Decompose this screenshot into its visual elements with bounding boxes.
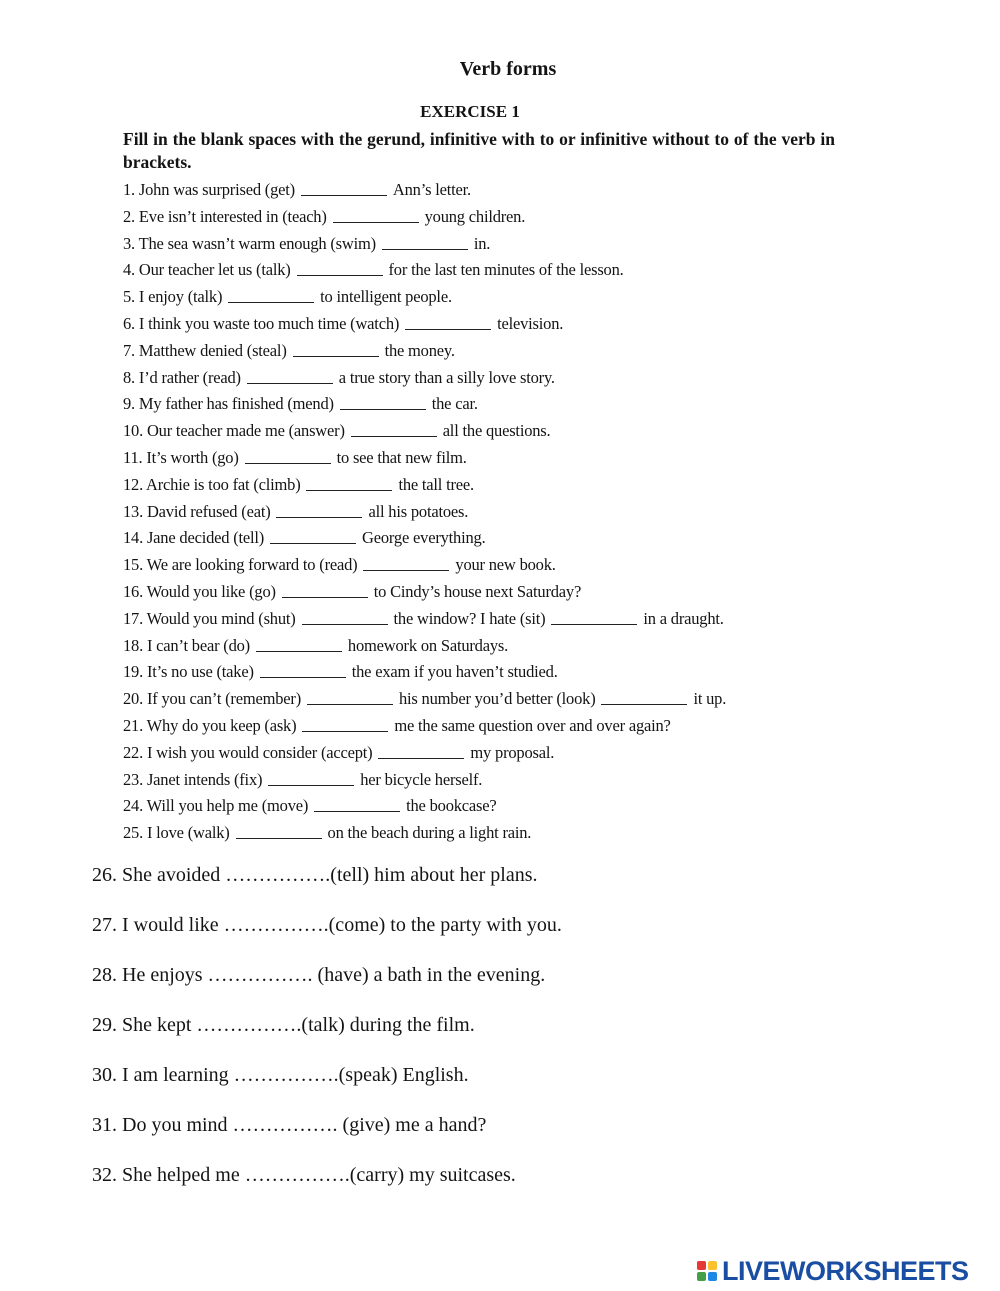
list-item	[123, 820, 843, 847]
item-text: 7. Matthew denied (steal)	[123, 340, 287, 360]
item-text: 20. If you can’t (remember)	[123, 689, 302, 709]
list-item	[123, 552, 843, 579]
item-text: 21. Why do you keep (ask)	[123, 715, 297, 735]
page-title: Verb forms	[459, 58, 557, 80]
item-text: 23. Janet intends (fix)	[123, 769, 263, 789]
item-text: all the questions.	[442, 421, 551, 441]
answer-blank[interactable]	[351, 435, 437, 437]
exercise-items-list-2	[92, 860, 852, 1210]
item-text: in a draught.	[643, 608, 724, 628]
answer-blank[interactable]	[551, 623, 637, 625]
answer-blank[interactable]	[301, 194, 387, 196]
answer-blank[interactable]	[333, 221, 419, 223]
list-item	[123, 177, 843, 204]
answer-blank[interactable]	[302, 623, 388, 625]
item-text: 19. It’s no use (take)	[123, 662, 254, 682]
item-text: 5. I enjoy (talk)	[123, 287, 223, 307]
item-text: 25. I love (walk)	[123, 823, 230, 843]
list-item	[123, 740, 843, 767]
list-item: 30. I am learning …………….(speak) English.	[92, 1064, 469, 1086]
list-item	[123, 579, 843, 606]
item-text: all his potatoes.	[368, 501, 469, 521]
item-text: 24. Will you help me (move)	[123, 796, 309, 816]
answer-blank[interactable]	[276, 516, 362, 518]
item-text: to see that new film.	[336, 447, 467, 467]
list-item	[123, 284, 843, 311]
item-text: young children.	[424, 206, 526, 226]
answer-blank[interactable]	[256, 650, 342, 652]
list-item: 27. I would like …………….(come) to the party with you.	[92, 914, 562, 936]
item-text: Ann’s letter.	[392, 180, 471, 199]
list-item	[123, 686, 843, 713]
item-text: 13. David refused (eat)	[123, 501, 271, 521]
logo-square	[697, 1261, 706, 1270]
item-text: for the last ten minutes of the lesson.	[388, 260, 624, 280]
answer-blank[interactable]	[293, 355, 379, 357]
list-item	[123, 231, 843, 258]
answer-blank[interactable]	[405, 328, 491, 330]
list-item	[123, 445, 843, 472]
list-item	[123, 606, 843, 633]
item-text: television.	[497, 313, 564, 333]
answer-blank[interactable]	[247, 382, 333, 384]
liveworksheets-logo	[697, 1256, 969, 1286]
exercise-items-list	[123, 177, 843, 847]
answer-blank[interactable]	[378, 757, 464, 759]
item-text: to intelligent people.	[320, 287, 452, 307]
item-text: the window? I hate (sit)	[393, 608, 546, 628]
answer-blank[interactable]	[363, 569, 449, 571]
answer-blank[interactable]	[228, 301, 314, 303]
answer-blank[interactable]	[236, 837, 322, 839]
item-text: 16. Would you like (go)	[123, 581, 276, 601]
item-text: 1. John was surprised (get)	[123, 180, 295, 199]
item-text: my proposal.	[470, 742, 555, 762]
list-item: 29. She kept …………….(talk) during the film.	[92, 1014, 475, 1036]
logo-square	[697, 1272, 706, 1281]
list-item	[123, 525, 843, 552]
item-text: the car.	[431, 394, 478, 414]
list-item: 26. She avoided …………….(tell) him about her plans.	[92, 864, 538, 886]
item-text: 6. I think you waste too much time (watch)	[123, 313, 400, 333]
answer-blank[interactable]	[382, 248, 468, 250]
item-text: 15. We are looking forward to (read)	[123, 555, 358, 575]
liveworksheets-logo-icon	[697, 1261, 717, 1281]
answer-blank[interactable]	[314, 810, 400, 812]
list-item	[123, 338, 843, 365]
list-item	[123, 633, 843, 660]
answer-blank[interactable]	[282, 596, 368, 598]
item-text: in.	[473, 233, 491, 253]
item-text: 9. My father has finished (mend)	[123, 394, 334, 414]
item-text: 22. I wish you would consider (accept)	[123, 742, 373, 762]
list-item	[123, 257, 843, 284]
list-item	[123, 767, 843, 794]
item-text: 2. Eve isn’t interested in (teach)	[123, 206, 327, 226]
exercise-instructions: Fill in the blank spaces with the gerund, infinitive with to or infinitive without to of the verb in brackets.	[123, 129, 835, 172]
item-text: a true story than a silly love story.	[338, 367, 555, 387]
list-item	[123, 793, 843, 820]
item-text: 18. I can’t bear (do)	[123, 635, 250, 655]
answer-blank[interactable]	[306, 489, 392, 491]
item-text: your new book.	[455, 555, 556, 575]
list-item	[123, 365, 843, 392]
item-text: homework on Saturdays.	[347, 635, 509, 655]
item-text: it up.	[693, 689, 727, 709]
list-item	[123, 472, 843, 499]
item-text: the bookcase?	[406, 796, 497, 816]
item-text: to Cindy’s house next Saturday?	[373, 581, 582, 601]
item-text: George everything.	[362, 528, 486, 548]
item-text: 14. Jane decided (tell)	[123, 528, 265, 548]
answer-blank[interactable]	[245, 462, 331, 464]
list-item: 28. He enjoys ……………. (have) a bath in the evening.	[92, 964, 546, 986]
list-item	[123, 659, 843, 686]
answer-blank[interactable]	[297, 274, 383, 276]
item-text: her bicycle herself.	[360, 769, 483, 789]
list-item	[123, 499, 843, 526]
answer-blank[interactable]	[260, 676, 346, 678]
item-text: 12. Archie is too fat (climb)	[123, 474, 301, 494]
item-text: me the same question over and over again?	[394, 715, 671, 735]
answer-blank[interactable]	[340, 408, 426, 410]
answer-blank[interactable]	[307, 703, 393, 705]
answer-blank[interactable]	[302, 730, 388, 732]
item-text: the exam if you haven’t studied.	[351, 662, 558, 682]
item-text: 3. The sea wasn’t warm enough (swim)	[123, 233, 376, 253]
item-text: on the beach during a light rain.	[327, 823, 532, 843]
logo-square	[708, 1261, 717, 1270]
answer-blank[interactable]	[268, 784, 354, 786]
item-text: 10. Our teacher made me (answer)	[123, 421, 345, 441]
logo-square	[708, 1272, 717, 1281]
list-item	[123, 418, 843, 445]
exercise-heading: EXERCISE 1	[420, 102, 520, 121]
item-text: the tall tree.	[398, 474, 474, 494]
item-text: the money.	[384, 340, 455, 360]
item-text: 11. It’s worth (go)	[123, 447, 239, 467]
list-item: 31. Do you mind ……………. (give) me a hand?	[92, 1114, 487, 1136]
item-text: 17. Would you mind (shut)	[123, 608, 296, 628]
answer-blank[interactable]	[601, 703, 687, 705]
list-item	[123, 311, 843, 338]
item-text: his number you’d better (look)	[398, 689, 596, 709]
item-text: 4. Our teacher let us (talk)	[123, 260, 291, 280]
list-item	[123, 713, 843, 740]
item-text: 8. I’d rather (read)	[123, 367, 241, 387]
answer-blank[interactable]	[270, 542, 356, 544]
list-item	[123, 204, 843, 231]
list-item: 32. She helped me …………….(carry) my suitcases.	[92, 1164, 516, 1186]
liveworksheets-logo-text: LIVEWORKSHEETS	[722, 1256, 969, 1286]
list-item	[123, 391, 843, 418]
